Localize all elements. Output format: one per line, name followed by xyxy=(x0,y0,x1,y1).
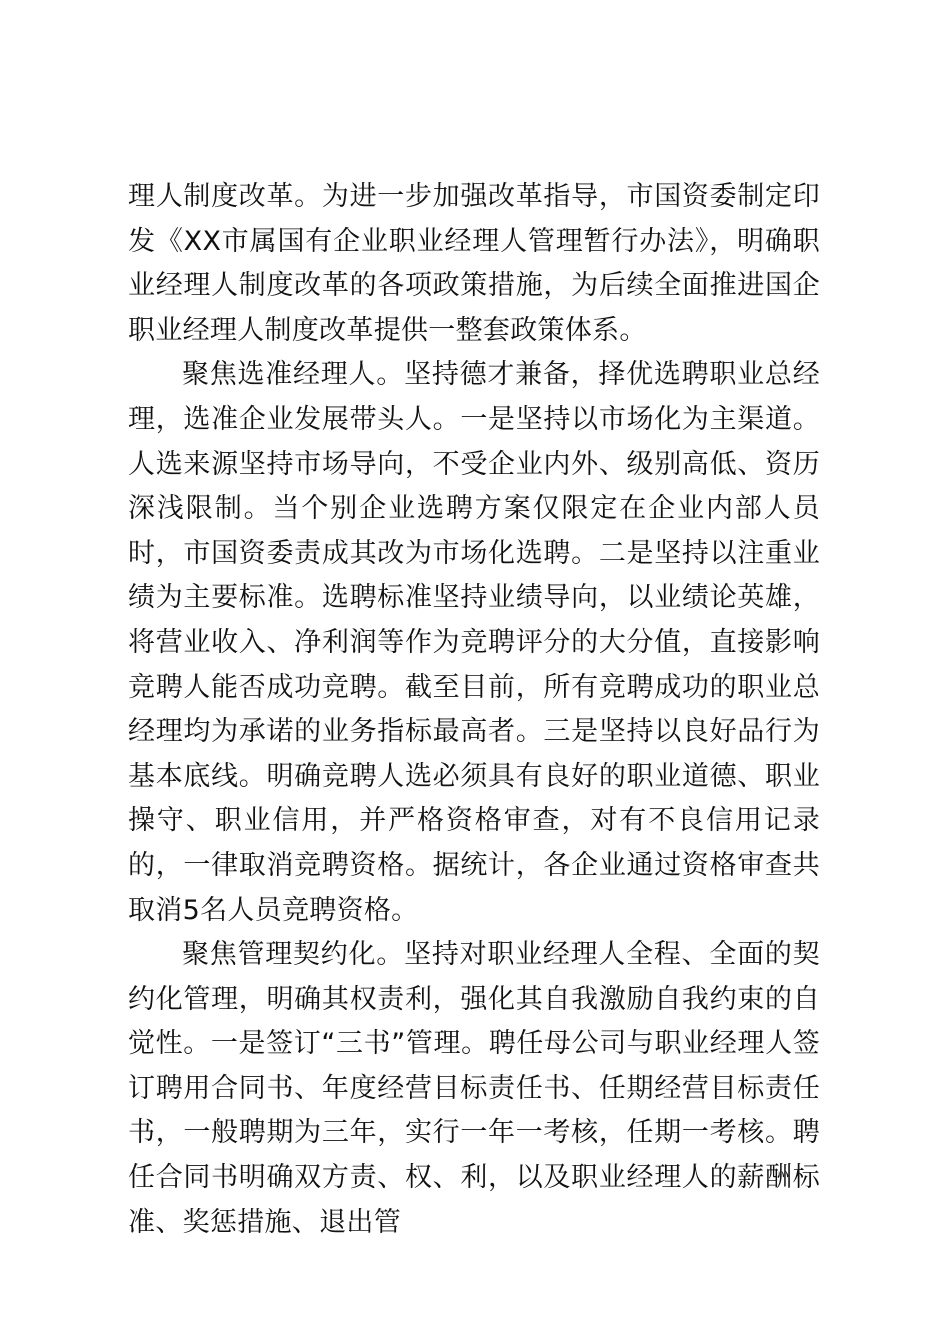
document-body xyxy=(128,175,820,1245)
paragraph-continuation: 理人制度改革。为进一步加强改革指导，市国资委制定印发《XX市属国有企业职业经理人管理暂行办法》，明确职业经理人制度改革的各项政策措施，为后续全面推进国企职业经理人制度改革提供一整套政策体系。 xyxy=(128,181,820,346)
paragraph-select-managers: 聚焦选准经理人。坚持德才兼备，择优选聘职业总经理，选准企业发展带头人。一是坚持以市场化为主渠道。人选来源坚持市场导向，不受企业内外、级别高低、资历深浅限制。当个别企业选聘方案仅限定在企业内部人员时，市国资委责成其改为市场化选聘。二是坚持以注重业绩为主要标准。选聘标准坚持业绩导向，以业绩论英雄，将营业收入、净利润等作为竞聘评分的大分值，直接影响竞聘人能否成功竞聘。截至目前，所有竞聘成功的职业总经理均为承诺的业务指标最高者。三是坚持以良好品行为基本底线。明确竞聘人选必须具有良好的职业道德、职业操守、职业信用，并严格资格审查，对有不良信用记录的，一律取消竞聘资格。据统计，各企业通过资格审查共取消5名人员竞聘资格。 xyxy=(128,359,820,926)
paragraph-contract-management: 聚焦管理契约化。坚持对职业经理人全程、全面的契约化管理，明确其权责利，强化其自我激励自我约束的自觉性。一是签订“三书”管理。聘任母公司与职业经理人签订聘用合同书、年度经营目标责任书、任期经营目标责任书，一般聘期为三年，实行一年一考核，任期一考核。聘任合同书明确双方责、权、利，以及职业经理人的薪酬标准、奖惩措施、退出管 xyxy=(128,939,820,1238)
